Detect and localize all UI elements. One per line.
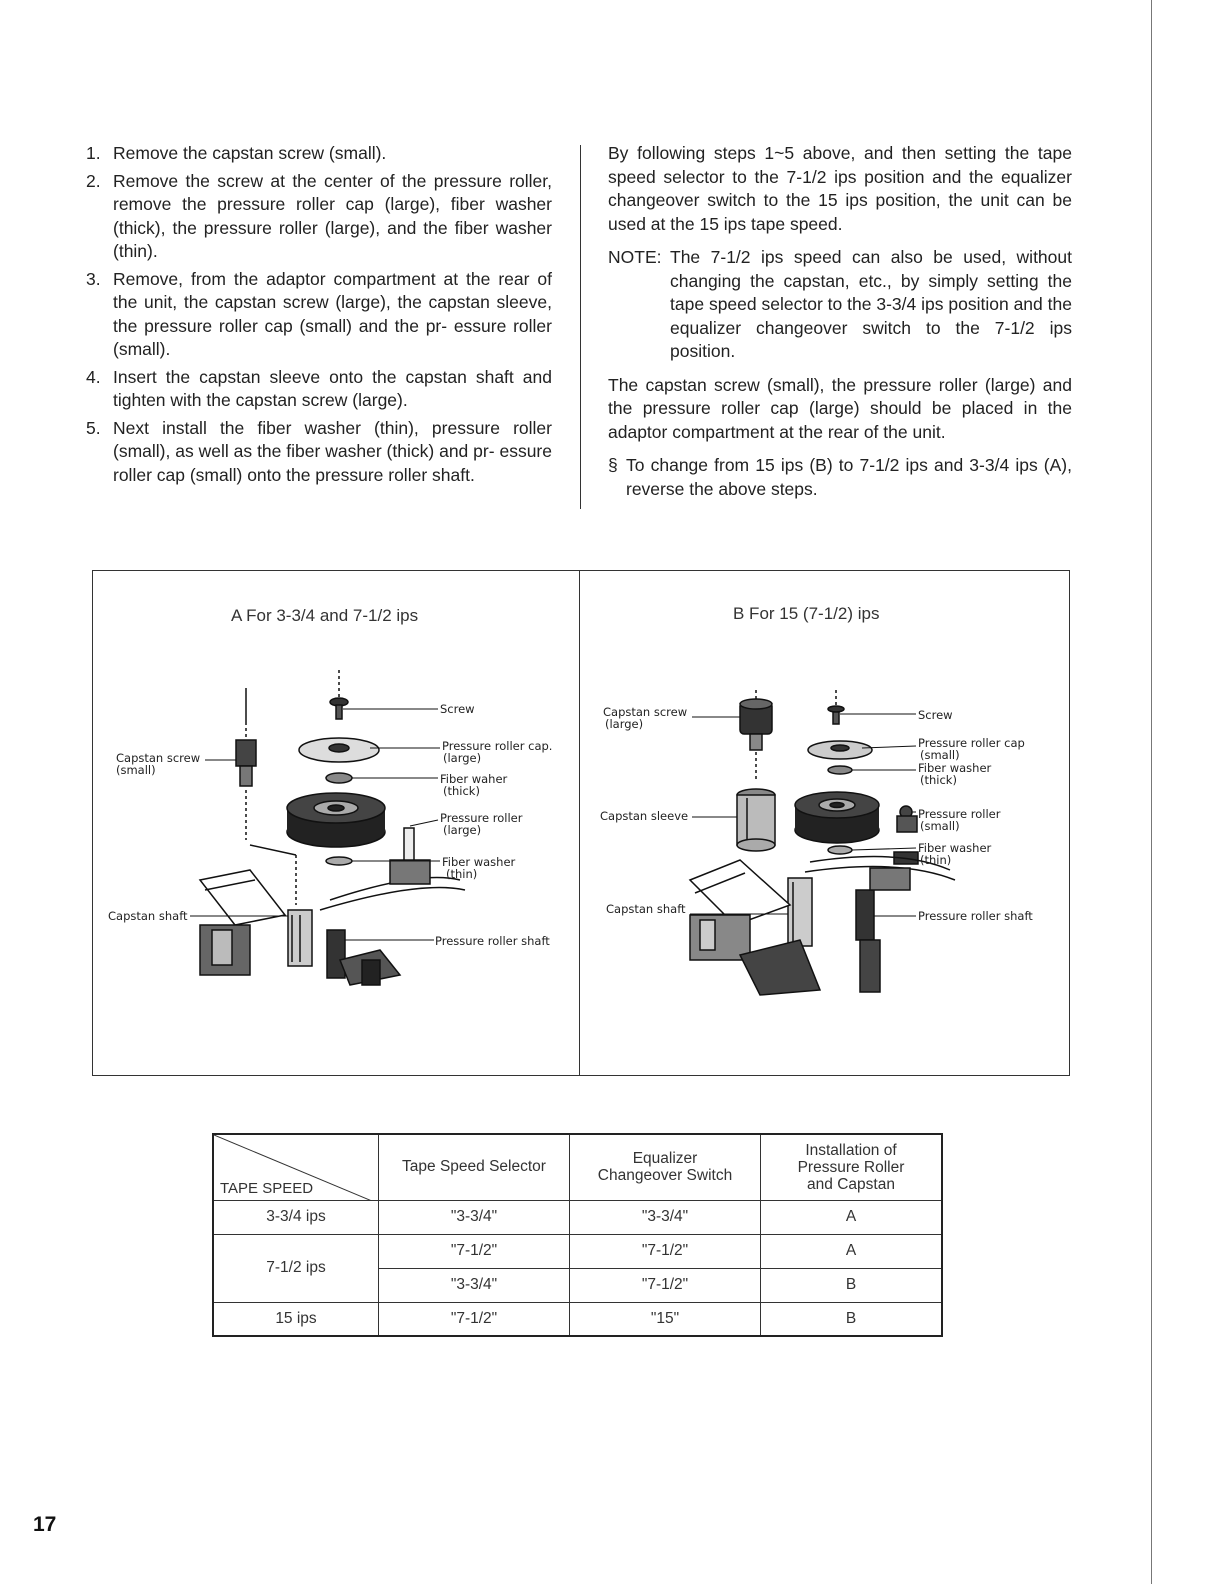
table-corner-cell bbox=[213, 1134, 379, 1200]
label-pressure-roller-shaft: Pressure roller shaft bbox=[435, 934, 550, 948]
table-header: Tape Speed Selector bbox=[379, 1134, 570, 1200]
cell-equalizer: "7-1/2" bbox=[570, 1234, 761, 1268]
note-text: The 7-1/2 ips speed can also be used, without changing the capstan, etc., by simply setting the tape speed selector to the 3-3/4 ips position and the equalizer changeover switch to the 7-1/2 ips position. bbox=[670, 247, 1072, 361]
table-header-row bbox=[213, 1134, 942, 1200]
label-screw: Screw bbox=[918, 708, 953, 722]
label-fiber-washer-thick: Fiber waher bbox=[440, 772, 508, 786]
label-fiber-washer-thin-size: (thin) bbox=[920, 853, 952, 867]
table-header: Equalizer Changeover Switch bbox=[570, 1134, 761, 1200]
table-row bbox=[213, 1200, 942, 1234]
label-capstan-sleeve: Capstan sleeve bbox=[600, 809, 689, 823]
step-number: 5. bbox=[86, 417, 101, 438]
label-capstan-screw-size: (small) bbox=[116, 763, 156, 777]
cell-selector: "7-1/2" bbox=[379, 1302, 570, 1336]
label-fiber-washer-thin: Fiber washer bbox=[442, 855, 516, 869]
paragraph: By following steps 1~5 above, and then setting the tape speed selector to the 7-1/2 ips position and the equalizer changeover switch to the 15 ips position, the unit can be used at the 15 ips tape speed. bbox=[608, 143, 1072, 234]
label-fiber-washer-thick-size: (thick) bbox=[443, 784, 480, 798]
step-text: Remove the screw at the center of the pressure roller, remove the pressure roller cap (large), fiber washer (thick), the pressure roller (large), and the fiber washer (thin). bbox=[113, 170, 552, 261]
label-pressure-roller-cap: Pressure roller cap. bbox=[442, 739, 553, 753]
note-label: NOTE: bbox=[608, 247, 662, 267]
step-number: 3. bbox=[86, 268, 101, 289]
label-screw: Screw bbox=[440, 702, 475, 716]
paragraph: The capstan screw (small), the pressure roller (large) and the pressure roller cap (large) should be placed in the adaptor compartment at the rear of the unit. bbox=[608, 374, 1072, 442]
label-pressure-roller-cap-size: (small) bbox=[920, 748, 960, 762]
step-number: 4. bbox=[86, 366, 101, 387]
figure-a-title: A For 3-3/4 and 7-1/2 ips bbox=[231, 606, 419, 625]
step-text: Next install the fiber washer (thin), pressure roller (small), as well as the fiber washer (thick) and pr- essure roller cap (small) onto the pressure roller shaft. bbox=[113, 417, 552, 485]
cell-selector: "3-3/4" bbox=[379, 1268, 570, 1302]
cell-speed: 15 ips bbox=[213, 1302, 379, 1336]
label-pressure-roller: Pressure roller bbox=[918, 807, 1001, 821]
figure-b-title: B For 15 (7-1/2) ips bbox=[733, 604, 880, 623]
label-fiber-washer-thick-size: (thick) bbox=[920, 773, 957, 787]
step-number: 2. bbox=[86, 170, 101, 191]
step-text: Insert the capstan sleeve onto the capstan shaft and tighten with the capstan screw (large). bbox=[113, 366, 552, 410]
figure-a-drawing bbox=[200, 670, 465, 985]
label-capstan-screw-size: (large) bbox=[605, 717, 644, 731]
label-capstan-screw: Capstan screw bbox=[116, 751, 201, 765]
label-pressure-roller-cap-size: (large) bbox=[443, 751, 482, 765]
cell-installation: B bbox=[761, 1268, 943, 1302]
cell-speed: 7-1/2 ips bbox=[213, 1234, 379, 1302]
label-pressure-roller: Pressure roller bbox=[440, 811, 523, 825]
table-row bbox=[213, 1234, 942, 1268]
cell-speed: 3-3/4 ips bbox=[213, 1200, 379, 1234]
table-row bbox=[213, 1302, 942, 1336]
label-capstan-screw: Capstan screw bbox=[603, 705, 688, 719]
corner-label: TAPE SPEED bbox=[220, 1179, 314, 1197]
label-pressure-roller-shaft: Pressure roller shaft bbox=[918, 909, 1033, 923]
cell-equalizer: "3-3/4" bbox=[570, 1200, 761, 1234]
label-fiber-washer-thin-size: (thin) bbox=[446, 867, 478, 881]
figure-b-drawing bbox=[690, 690, 955, 995]
step-text: Remove, from the adaptor compartment at the rear of the unit, the capstan screw (large), the capstan sleeve, the pressure roller cap (small) and the pr- essure roller (small). bbox=[113, 268, 552, 359]
step-number: 1. bbox=[86, 143, 101, 163]
cell-equalizer: "15" bbox=[570, 1302, 761, 1336]
step-text: Remove the capstan screw (small). bbox=[113, 143, 387, 163]
label-capstan-shaft: Capstan shaft bbox=[108, 909, 188, 923]
label-capstan-shaft: Capstan shaft bbox=[606, 902, 686, 916]
cell-selector: "7-1/2" bbox=[379, 1234, 570, 1268]
cell-installation: B bbox=[761, 1302, 943, 1336]
cell-installation: A bbox=[761, 1234, 943, 1268]
section-symbol: § bbox=[608, 455, 618, 475]
page-number: 17 bbox=[33, 1513, 57, 1536]
cell-selector: "3-3/4" bbox=[379, 1200, 570, 1234]
label-fiber-washer-thick: Fiber washer bbox=[918, 761, 992, 775]
table-header: Installation of Pressure Roller and Capstan bbox=[761, 1134, 943, 1200]
tape-speed-table bbox=[212, 1133, 943, 1337]
cell-equalizer: "7-1/2" bbox=[570, 1268, 761, 1302]
label-pressure-roller-size: (small) bbox=[920, 819, 960, 833]
section-text: To change from 15 ips (B) to 7-1/2 ips and 3-3/4 ips (A), reverse the above steps. bbox=[626, 455, 1072, 499]
label-fiber-washer-thin: Fiber washer bbox=[918, 841, 992, 855]
label-pressure-roller-cap: Pressure roller cap bbox=[918, 736, 1025, 750]
cell-installation: A bbox=[761, 1200, 943, 1234]
label-pressure-roller-size: (large) bbox=[443, 823, 482, 837]
